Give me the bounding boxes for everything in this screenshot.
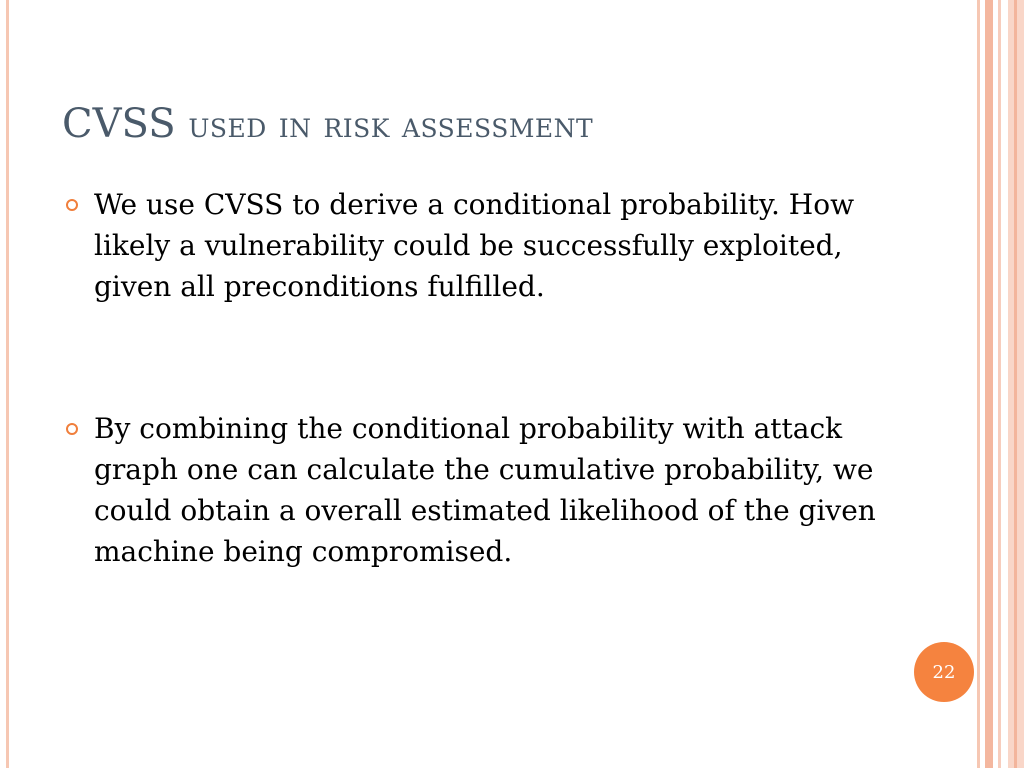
page-number: 22 bbox=[932, 661, 956, 683]
bullet-circle-icon bbox=[66, 199, 78, 211]
right-stripe bbox=[1014, 0, 1017, 768]
right-stripe bbox=[977, 0, 980, 768]
bullet-item bbox=[62, 184, 882, 307]
left-border-line bbox=[6, 0, 9, 768]
bullet-circle-icon bbox=[66, 423, 78, 435]
slide-title bbox=[62, 101, 594, 147]
slide-title-main: CVSS bbox=[62, 101, 176, 147]
page-number-badge bbox=[914, 642, 974, 702]
right-stripe bbox=[985, 0, 993, 768]
slide-title-rest: used in risk assessment bbox=[188, 105, 594, 146]
bullet-item bbox=[62, 408, 882, 572]
bullet-text: We use CVSS to derive a conditional probability. How likely a vulnerability could be successfully exploited, given all preconditions fulfilled. bbox=[94, 188, 855, 303]
bullet-list bbox=[62, 184, 882, 572]
right-stripe bbox=[998, 0, 1001, 768]
bullet-text: By combining the conditional probability with attack graph one can calculate the cumulative probability, we could obtain a overall estimated likelihood of the given machine being compromised. bbox=[94, 412, 876, 568]
